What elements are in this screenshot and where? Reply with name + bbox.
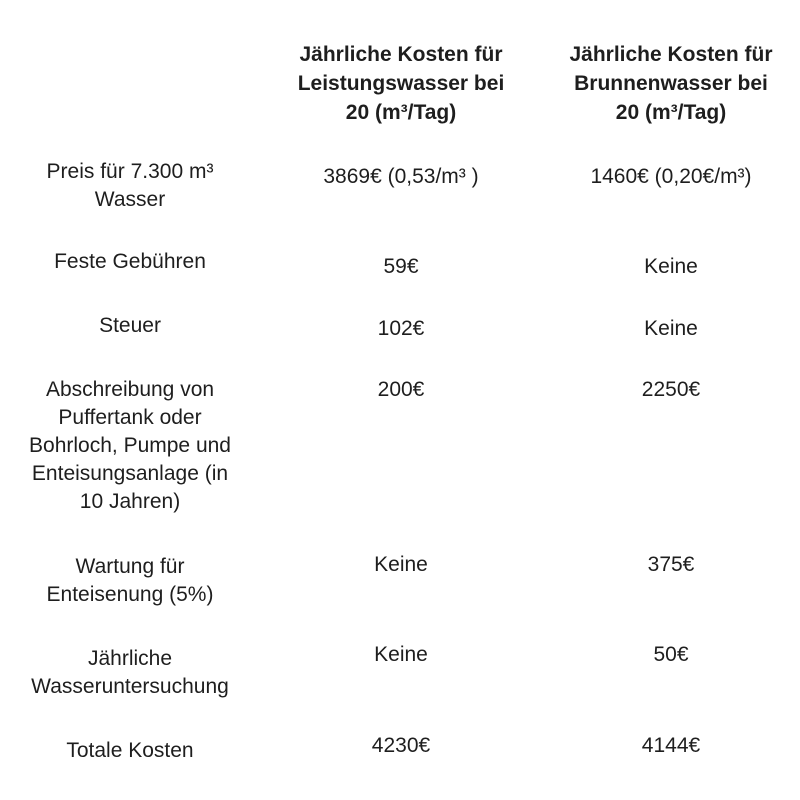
row-label-steuer: Steuer [99, 314, 161, 337]
row-value-totale-kosten-leistungswasser: 4230€ [371, 734, 431, 757]
row-value-wartung-brunnenwasser: 375€ [647, 553, 695, 576]
row-value-preis-leistungswasser: 3869€ (0,53/m³ ) [323, 165, 479, 188]
row-label-preis: Preis für 7.300 m³ Wasser [46, 160, 214, 211]
row-value-abschreibung-leistungswasser: 200€ [377, 378, 425, 401]
row-value-feste-gebuehren-leistungswasser: 59€ [383, 255, 419, 278]
row-label-wartung: Wartung für Enteisenung (5%) [46, 555, 214, 606]
row-value-steuer-leistungswasser: 102€ [377, 317, 425, 340]
row-value-steuer-brunnenwasser: Keine [644, 317, 698, 340]
row-label-wasseruntersuchung: Jährliche Wasseruntersuchung [31, 647, 229, 698]
row-value-preis-brunnenwasser: 1460€ (0,20€/m³) [590, 165, 752, 188]
row-value-abschreibung-brunnenwasser: 2250€ [641, 378, 701, 401]
row-value-wartung-leistungswasser: Keine [374, 553, 428, 576]
row-value-totale-kosten-brunnenwasser: 4144€ [641, 734, 701, 757]
column-header-brunnenwasser: Jährliche Kosten für Brunnenwasser bei 20 (m³/Tag) [569, 43, 773, 124]
row-label-totale-kosten: Totale Kosten [66, 739, 194, 762]
row-value-feste-gebuehren-brunnenwasser: Keine [644, 255, 698, 278]
column-header-leistungswasser: Jährliche Kosten für Leistungswasser bei 20 (m³/Tag) [297, 43, 505, 124]
row-value-wasseruntersuchung-leistungswasser: Keine [374, 643, 428, 666]
row-label-abschreibung: Abschreibung von Puffertank oder Bohrloch, Pumpe und Enteisungsanlage (in 10 Jahren) [29, 378, 231, 513]
row-label-feste-gebuehren: Feste Gebühren [54, 250, 206, 273]
row-value-wasseruntersuchung-brunnenwasser: 50€ [653, 643, 689, 666]
